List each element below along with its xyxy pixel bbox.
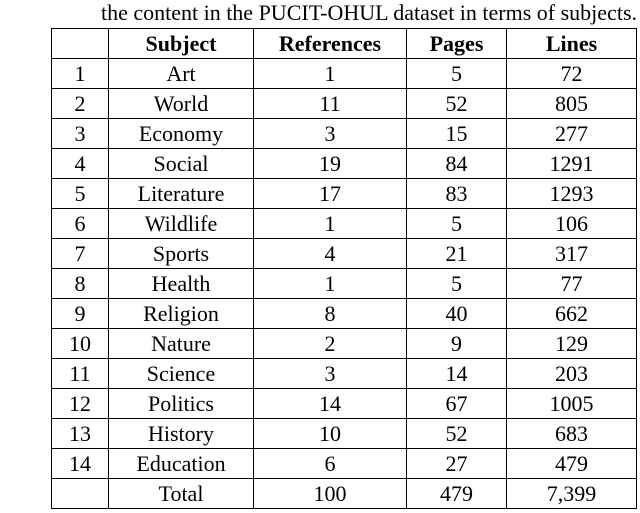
row-index: 1 <box>52 59 109 89</box>
row-subject: Literature <box>109 179 254 209</box>
table-row <box>52 209 637 239</box>
row-pages: 84 <box>407 149 507 179</box>
row-pages: 27 <box>407 449 507 479</box>
total-index <box>52 479 109 509</box>
row-lines: 805 <box>507 89 637 119</box>
header-row <box>52 29 637 59</box>
row-subject: Art <box>109 59 254 89</box>
row-references: 17 <box>254 179 407 209</box>
row-subject: Education <box>109 449 254 479</box>
row-lines: 72 <box>507 59 637 89</box>
row-lines: 129 <box>507 329 637 359</box>
row-references: 1 <box>254 209 407 239</box>
row-references: 19 <box>254 149 407 179</box>
row-pages: 52 <box>407 419 507 449</box>
row-index: 13 <box>52 419 109 449</box>
row-index: 6 <box>52 209 109 239</box>
total-pages: 479 <box>407 479 507 509</box>
header-subject: Subject <box>109 29 254 59</box>
row-references: 2 <box>254 329 407 359</box>
row-index: 12 <box>52 389 109 419</box>
row-subject: Nature <box>109 329 254 359</box>
total-row <box>52 479 637 509</box>
total-label: Total <box>109 479 254 509</box>
header-index <box>52 29 109 59</box>
row-index: 9 <box>52 299 109 329</box>
row-lines: 317 <box>507 239 637 269</box>
row-lines: 662 <box>507 299 637 329</box>
row-references: 14 <box>254 389 407 419</box>
header-pages: Pages <box>407 29 507 59</box>
table-row <box>52 149 637 179</box>
row-lines: 479 <box>507 449 637 479</box>
row-pages: 52 <box>407 89 507 119</box>
row-index: 14 <box>52 449 109 479</box>
row-lines: 683 <box>507 419 637 449</box>
row-index: 7 <box>52 239 109 269</box>
row-pages: 21 <box>407 239 507 269</box>
row-pages: 9 <box>407 329 507 359</box>
row-lines: 1293 <box>507 179 637 209</box>
table-row <box>52 239 637 269</box>
row-index: 2 <box>52 89 109 119</box>
row-subject: Religion <box>109 299 254 329</box>
row-lines: 203 <box>507 359 637 389</box>
table-row <box>52 329 637 359</box>
table-row <box>52 359 637 389</box>
row-references: 3 <box>254 119 407 149</box>
row-pages: 40 <box>407 299 507 329</box>
header-references: References <box>254 29 407 59</box>
row-lines: 1291 <box>507 149 637 179</box>
row-pages: 14 <box>407 359 507 389</box>
row-pages: 67 <box>407 389 507 419</box>
row-references: 3 <box>254 359 407 389</box>
row-pages: 5 <box>407 209 507 239</box>
total-references: 100 <box>254 479 407 509</box>
row-subject: Economy <box>109 119 254 149</box>
table-row <box>52 389 637 419</box>
row-pages: 15 <box>407 119 507 149</box>
table-row <box>52 269 637 299</box>
table-row <box>52 419 637 449</box>
row-references: 1 <box>254 59 407 89</box>
table-row <box>52 119 637 149</box>
subjects-table <box>51 28 637 509</box>
header-lines: Lines <box>507 29 637 59</box>
row-references: 8 <box>254 299 407 329</box>
table-caption: the content in the PUCIT-OHUL dataset in terms of subjects. <box>100 0 637 25</box>
row-subject: Science <box>109 359 254 389</box>
row-subject: Wildlife <box>109 209 254 239</box>
row-lines: 106 <box>507 209 637 239</box>
row-references: 4 <box>254 239 407 269</box>
row-subject: Politics <box>109 389 254 419</box>
row-lines: 277 <box>507 119 637 149</box>
row-index: 5 <box>52 179 109 209</box>
row-subject: Health <box>109 269 254 299</box>
row-pages: 83 <box>407 179 507 209</box>
row-index: 11 <box>52 359 109 389</box>
row-references: 11 <box>254 89 407 119</box>
row-references: 10 <box>254 419 407 449</box>
row-subject: Social <box>109 149 254 179</box>
table-row <box>52 449 637 479</box>
row-pages: 5 <box>407 59 507 89</box>
row-index: 8 <box>52 269 109 299</box>
row-index: 3 <box>52 119 109 149</box>
table-row <box>52 299 637 329</box>
table-row <box>52 179 637 209</box>
total-lines: 7,399 <box>507 479 637 509</box>
table-row <box>52 89 637 119</box>
row-index: 10 <box>52 329 109 359</box>
row-pages: 5 <box>407 269 507 299</box>
row-subject: History <box>109 419 254 449</box>
row-index: 4 <box>52 149 109 179</box>
row-lines: 77 <box>507 269 637 299</box>
table-row <box>52 59 637 89</box>
row-references: 6 <box>254 449 407 479</box>
row-subject: Sports <box>109 239 254 269</box>
table-body <box>52 59 637 479</box>
row-subject: World <box>109 89 254 119</box>
row-references: 1 <box>254 269 407 299</box>
row-lines: 1005 <box>507 389 637 419</box>
